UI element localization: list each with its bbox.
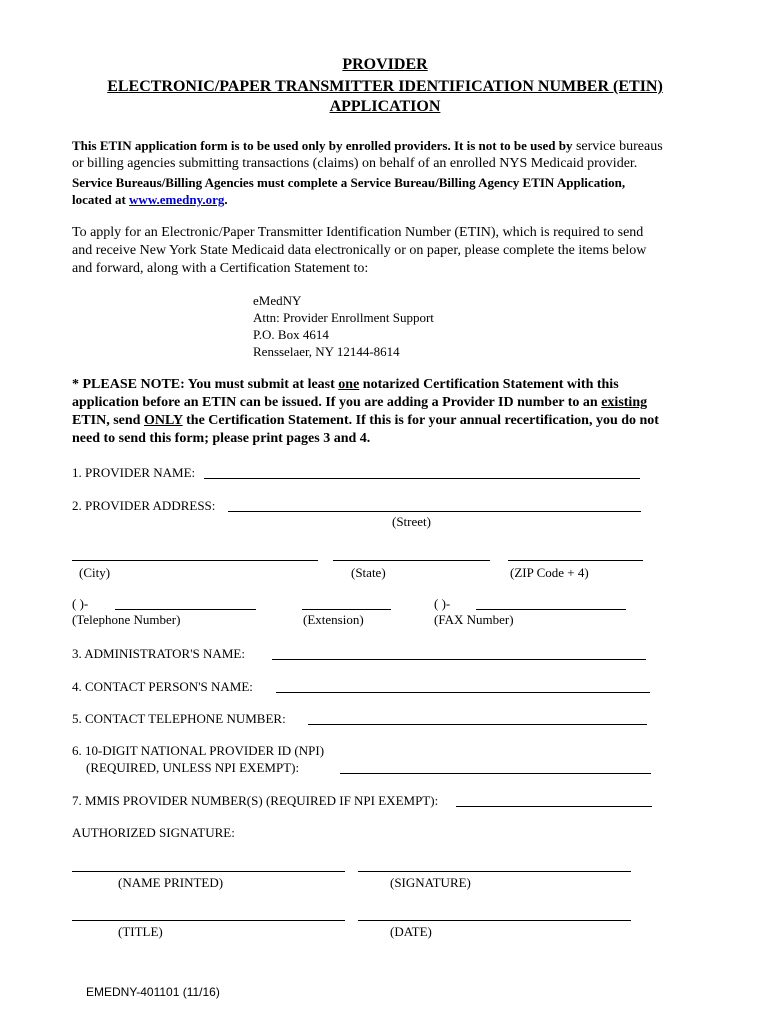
telephone-field[interactable]	[115, 609, 256, 610]
provider-address-label: 2. PROVIDER ADDRESS:	[72, 498, 216, 513]
city-caption: (City)	[79, 565, 111, 580]
date-caption: (DATE)	[390, 924, 432, 939]
name-printed-field[interactable]	[72, 871, 345, 872]
signature-caption: (SIGNATURE)	[390, 875, 471, 890]
address-line-3: P.O. Box 4614	[253, 327, 329, 342]
contact-phone-field[interactable]	[308, 724, 647, 725]
provider-name-field[interactable]	[204, 478, 640, 479]
note-line-1-a: * PLEASE NOTE: You must submit at least	[72, 377, 339, 392]
extension-caption: (Extension)	[303, 612, 364, 627]
street-caption: (Street)	[392, 514, 431, 529]
fax-prefix: ( )-	[434, 596, 451, 611]
note-only: ONLY	[143, 413, 183, 428]
intro-line-1-rest: service bureaus	[572, 139, 663, 154]
mmis-label: 7. MMIS PROVIDER NUMBER(S) (REQUIRED IF NPI EXEMPT):	[72, 793, 439, 808]
address-line-1: eMedNY	[253, 293, 302, 308]
authorized-signature-label: AUTHORIZED SIGNATURE:	[72, 825, 235, 840]
note-line-3-b: the Certification Statement. If this is for your annual recertification, you do not	[182, 413, 659, 428]
note-line-3-a: ETIN, send	[72, 413, 144, 428]
note-line-1-b: notarized Certification Statement with this	[359, 377, 619, 392]
intro-line-4-prefix: located at	[72, 192, 130, 207]
note-one: one	[338, 377, 360, 392]
npi-label-2: (REQUIRED, UNLESS NPI EXEMPT):	[86, 760, 300, 775]
street-field[interactable]	[228, 511, 641, 512]
form-code: EMEDNY-401101 (11/16)	[86, 985, 220, 999]
apply-line-2: and receive New York State Medicaid data electronically or on paper, please complete the items below	[72, 243, 647, 258]
title-line-1: PROVIDER	[342, 56, 428, 73]
intro-line-1	[72, 138, 663, 155]
city-field[interactable]	[72, 560, 318, 561]
intro-line-2: or billing agencies submitting transactions (claims) on behalf of an enrolled NYS Medicaid provider.	[72, 156, 638, 171]
npi-label-1: 6. 10-DIGIT NATIONAL PROVIDER ID (NPI)	[72, 743, 325, 758]
zip-field[interactable]	[508, 560, 643, 561]
note-line-3	[72, 413, 659, 429]
note-line-4: need to send this form; please print pages 3 and 4.	[72, 431, 371, 446]
contact-phone-label: 5. CONTACT TELEPHONE NUMBER:	[72, 711, 286, 726]
title-line-3: APPLICATION	[329, 98, 441, 115]
note-line-1	[72, 377, 619, 393]
emedny-link[interactable]: www.emedny.org	[129, 192, 225, 207]
mmis-field[interactable]	[456, 806, 652, 807]
signature-field[interactable]	[358, 871, 631, 872]
note-line-2-a: application before an ETIN can be issued. If you are adding a Provider ID number to an	[72, 395, 602, 410]
extension-field[interactable]	[302, 609, 391, 610]
contact-person-label: 4. CONTACT PERSON'S NAME:	[72, 679, 253, 694]
intro-line-4-suffix: .	[224, 192, 228, 207]
telephone-caption: (Telephone Number)	[72, 612, 181, 627]
npi-field[interactable]	[340, 773, 651, 774]
contact-person-field[interactable]	[276, 692, 650, 693]
state-field[interactable]	[333, 560, 490, 561]
fax-field[interactable]	[476, 609, 626, 610]
title-caption: (TITLE)	[118, 924, 163, 939]
address-line-2: Attn: Provider Enrollment Support	[253, 310, 434, 325]
title-line-2: ELECTRONIC/PAPER TRANSMITTER IDENTIFICATION NUMBER (ETIN)	[107, 78, 663, 95]
administrator-field[interactable]	[272, 659, 646, 660]
address-line-4: Rensselaer, NY 12144-8614	[253, 344, 400, 359]
zip-caption: (ZIP Code + 4)	[510, 565, 589, 580]
date-field[interactable]	[358, 920, 631, 921]
intro-line-1-bold: This ETIN application form is to be used only by enrolled providers. It is not to be used by	[72, 138, 573, 153]
intro-line-3: Service Bureaus/Billing Agencies must complete a Service Bureau/Billing Agency ETIN Application,	[72, 175, 626, 190]
apply-line-1: To apply for an Electronic/Paper Transmitter Identification Number (ETIN), which is required to send	[72, 225, 644, 240]
note-line-2	[72, 395, 647, 411]
administrator-label: 3. ADMINISTRATOR'S NAME:	[72, 646, 245, 661]
name-printed-caption: (NAME PRINTED)	[118, 875, 224, 890]
title-field[interactable]	[72, 920, 345, 921]
provider-name-label: 1. PROVIDER NAME:	[72, 465, 196, 480]
state-caption: (State)	[351, 565, 386, 580]
phone-prefix: ( )-	[72, 596, 89, 611]
note-existing: existing	[601, 395, 648, 410]
intro-line-4	[72, 192, 228, 208]
fax-caption: (FAX Number)	[434, 612, 514, 627]
apply-line-3: and forward, along with a Certification Statement to:	[72, 261, 369, 276]
